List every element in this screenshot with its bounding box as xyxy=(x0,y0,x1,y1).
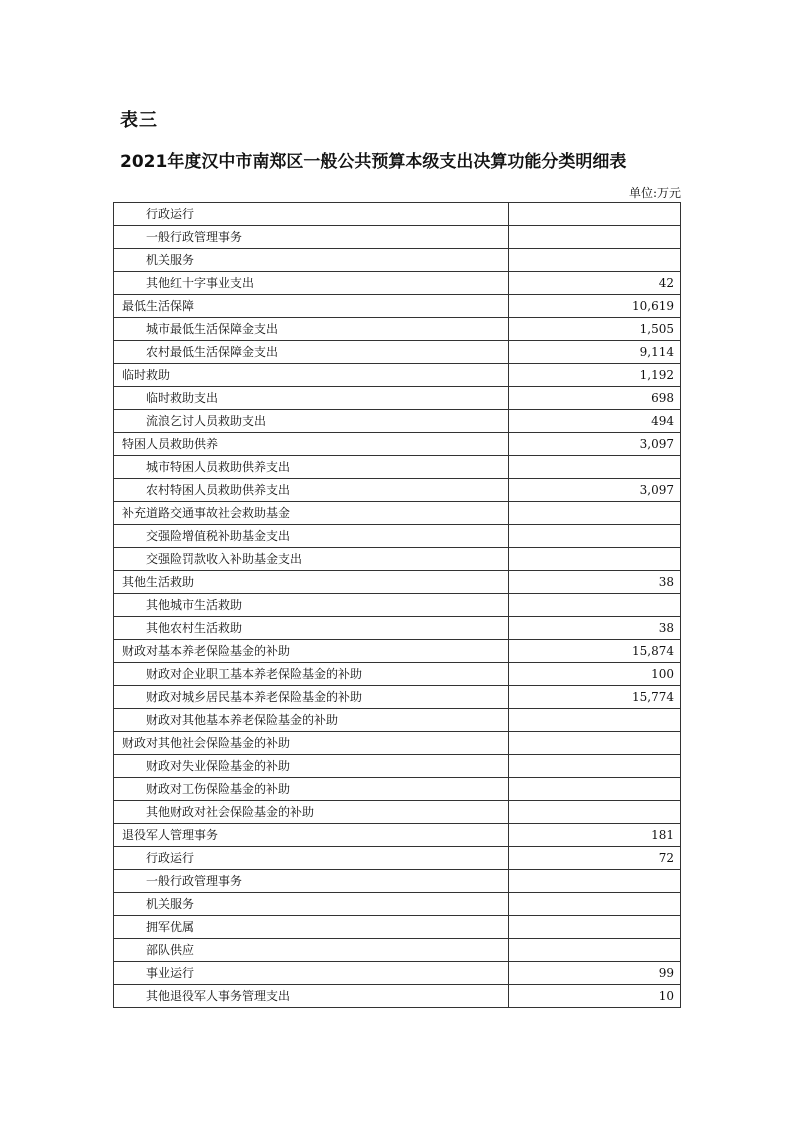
table-row xyxy=(114,249,681,272)
table-row xyxy=(114,502,681,525)
table-row xyxy=(114,870,681,893)
row-item-value xyxy=(509,548,681,571)
row-item-value xyxy=(509,755,681,778)
row-item-name: 行政运行 xyxy=(114,847,509,870)
table-row xyxy=(114,387,681,410)
unit-label: 单位:万元 xyxy=(628,186,681,200)
table-row xyxy=(114,640,681,663)
table-row xyxy=(114,893,681,916)
row-item-name: 农村特困人员救助供养支出 xyxy=(114,479,509,502)
table-row xyxy=(114,433,681,456)
row-item-name: 行政运行 xyxy=(114,203,509,226)
budget-table-body xyxy=(114,203,681,1008)
row-item-name: 城市特困人员救助供养支出 xyxy=(114,456,509,479)
table-row xyxy=(114,962,681,985)
row-item-name: 财政对其他基本养老保险基金的补助 xyxy=(114,709,509,732)
row-item-name: 流浪乞讨人员救助支出 xyxy=(114,410,509,433)
row-item-value xyxy=(509,801,681,824)
table-row xyxy=(114,272,681,295)
row-item-value xyxy=(509,916,681,939)
row-item-value: 3,097 xyxy=(509,479,681,502)
row-item-value xyxy=(509,709,681,732)
row-item-value: 494 xyxy=(509,410,681,433)
row-item-value: 1,192 xyxy=(509,364,681,387)
table-row xyxy=(114,985,681,1008)
row-item-name: 临时救助支出 xyxy=(114,387,509,410)
row-item-value: 15,874 xyxy=(509,640,681,663)
table-row xyxy=(114,203,681,226)
table-row xyxy=(114,939,681,962)
row-item-name: 部队供应 xyxy=(114,939,509,962)
table-row xyxy=(114,410,681,433)
table-row xyxy=(114,663,681,686)
row-item-name: 其他农村生活救助 xyxy=(114,617,509,640)
row-item-value: 698 xyxy=(509,387,681,410)
row-item-value xyxy=(509,778,681,801)
row-item-name: 交强险增值税补助基金支出 xyxy=(114,525,509,548)
row-item-name: 财政对失业保险基金的补助 xyxy=(114,755,509,778)
row-item-value: 38 xyxy=(509,571,681,594)
row-item-value: 10 xyxy=(509,985,681,1008)
row-item-value xyxy=(509,502,681,525)
row-item-name: 财政对企业职工基本养老保险基金的补助 xyxy=(114,663,509,686)
row-item-name: 财政对基本养老保险基金的补助 xyxy=(114,640,509,663)
row-item-name: 临时救助 xyxy=(114,364,509,387)
row-item-name: 特困人员救助供养 xyxy=(114,433,509,456)
row-item-name: 其他城市生活救助 xyxy=(114,594,509,617)
row-item-value: 9,114 xyxy=(509,341,681,364)
row-item-value: 38 xyxy=(509,617,681,640)
table-row xyxy=(114,686,681,709)
row-item-name: 农村最低生活保障金支出 xyxy=(114,341,509,364)
table-row xyxy=(114,295,681,318)
table-row xyxy=(114,755,681,778)
table-row xyxy=(114,318,681,341)
table-row xyxy=(114,778,681,801)
table-row xyxy=(114,617,681,640)
row-item-value xyxy=(509,870,681,893)
row-item-name: 财政对其他社会保险基金的补助 xyxy=(114,732,509,755)
row-item-name: 其他退役军人事务管理支出 xyxy=(114,985,509,1008)
row-item-value: 10,619 xyxy=(509,295,681,318)
row-item-value xyxy=(509,456,681,479)
table-row xyxy=(114,594,681,617)
row-item-name: 机关服务 xyxy=(114,893,509,916)
row-item-value: 72 xyxy=(509,847,681,870)
row-item-value: 42 xyxy=(509,272,681,295)
row-item-name: 其他财政对社会保险基金的补助 xyxy=(114,801,509,824)
row-item-name: 补充道路交通事故社会救助基金 xyxy=(114,502,509,525)
table-row xyxy=(114,801,681,824)
row-item-name: 交强险罚款收入补助基金支出 xyxy=(114,548,509,571)
row-item-value xyxy=(509,249,681,272)
row-item-name: 财政对城乡居民基本养老保险基金的补助 xyxy=(114,686,509,709)
row-item-name: 最低生活保障 xyxy=(114,295,509,318)
row-item-value xyxy=(509,939,681,962)
row-item-value: 100 xyxy=(509,663,681,686)
row-item-value: 15,774 xyxy=(509,686,681,709)
table-row xyxy=(114,571,681,594)
row-item-name: 一般行政管理事务 xyxy=(114,870,509,893)
table-row xyxy=(114,847,681,870)
row-item-value xyxy=(509,732,681,755)
row-item-name: 财政对工伤保险基金的补助 xyxy=(114,778,509,801)
table-row xyxy=(114,341,681,364)
table-row xyxy=(114,709,681,732)
row-item-name: 机关服务 xyxy=(114,249,509,272)
table-row xyxy=(114,525,681,548)
row-item-value xyxy=(509,594,681,617)
row-item-name: 事业运行 xyxy=(114,962,509,985)
row-item-name: 城市最低生活保障金支出 xyxy=(114,318,509,341)
page-title: 2021年度汉中市南郑区一般公共预算本级支出决算功能分类明细表 xyxy=(120,152,627,172)
table-row xyxy=(114,916,681,939)
budget-table xyxy=(113,202,681,1008)
table-row xyxy=(114,364,681,387)
row-item-value: 1,505 xyxy=(509,318,681,341)
row-item-name: 其他红十字事业支出 xyxy=(114,272,509,295)
row-item-value: 99 xyxy=(509,962,681,985)
row-item-name: 一般行政管理事务 xyxy=(114,226,509,249)
row-item-value xyxy=(509,226,681,249)
row-item-name: 退役军人管理事务 xyxy=(114,824,509,847)
row-item-value xyxy=(509,893,681,916)
row-item-name: 拥军优属 xyxy=(114,916,509,939)
table-row xyxy=(114,226,681,249)
row-item-value: 3,097 xyxy=(509,433,681,456)
table-row xyxy=(114,479,681,502)
table-row xyxy=(114,824,681,847)
row-item-name: 其他生活救助 xyxy=(114,571,509,594)
table-row xyxy=(114,732,681,755)
row-item-value: 181 xyxy=(509,824,681,847)
row-item-value xyxy=(509,203,681,226)
table-row xyxy=(114,548,681,571)
table-row xyxy=(114,456,681,479)
row-item-value xyxy=(509,525,681,548)
table-label: 表三 xyxy=(120,110,158,131)
